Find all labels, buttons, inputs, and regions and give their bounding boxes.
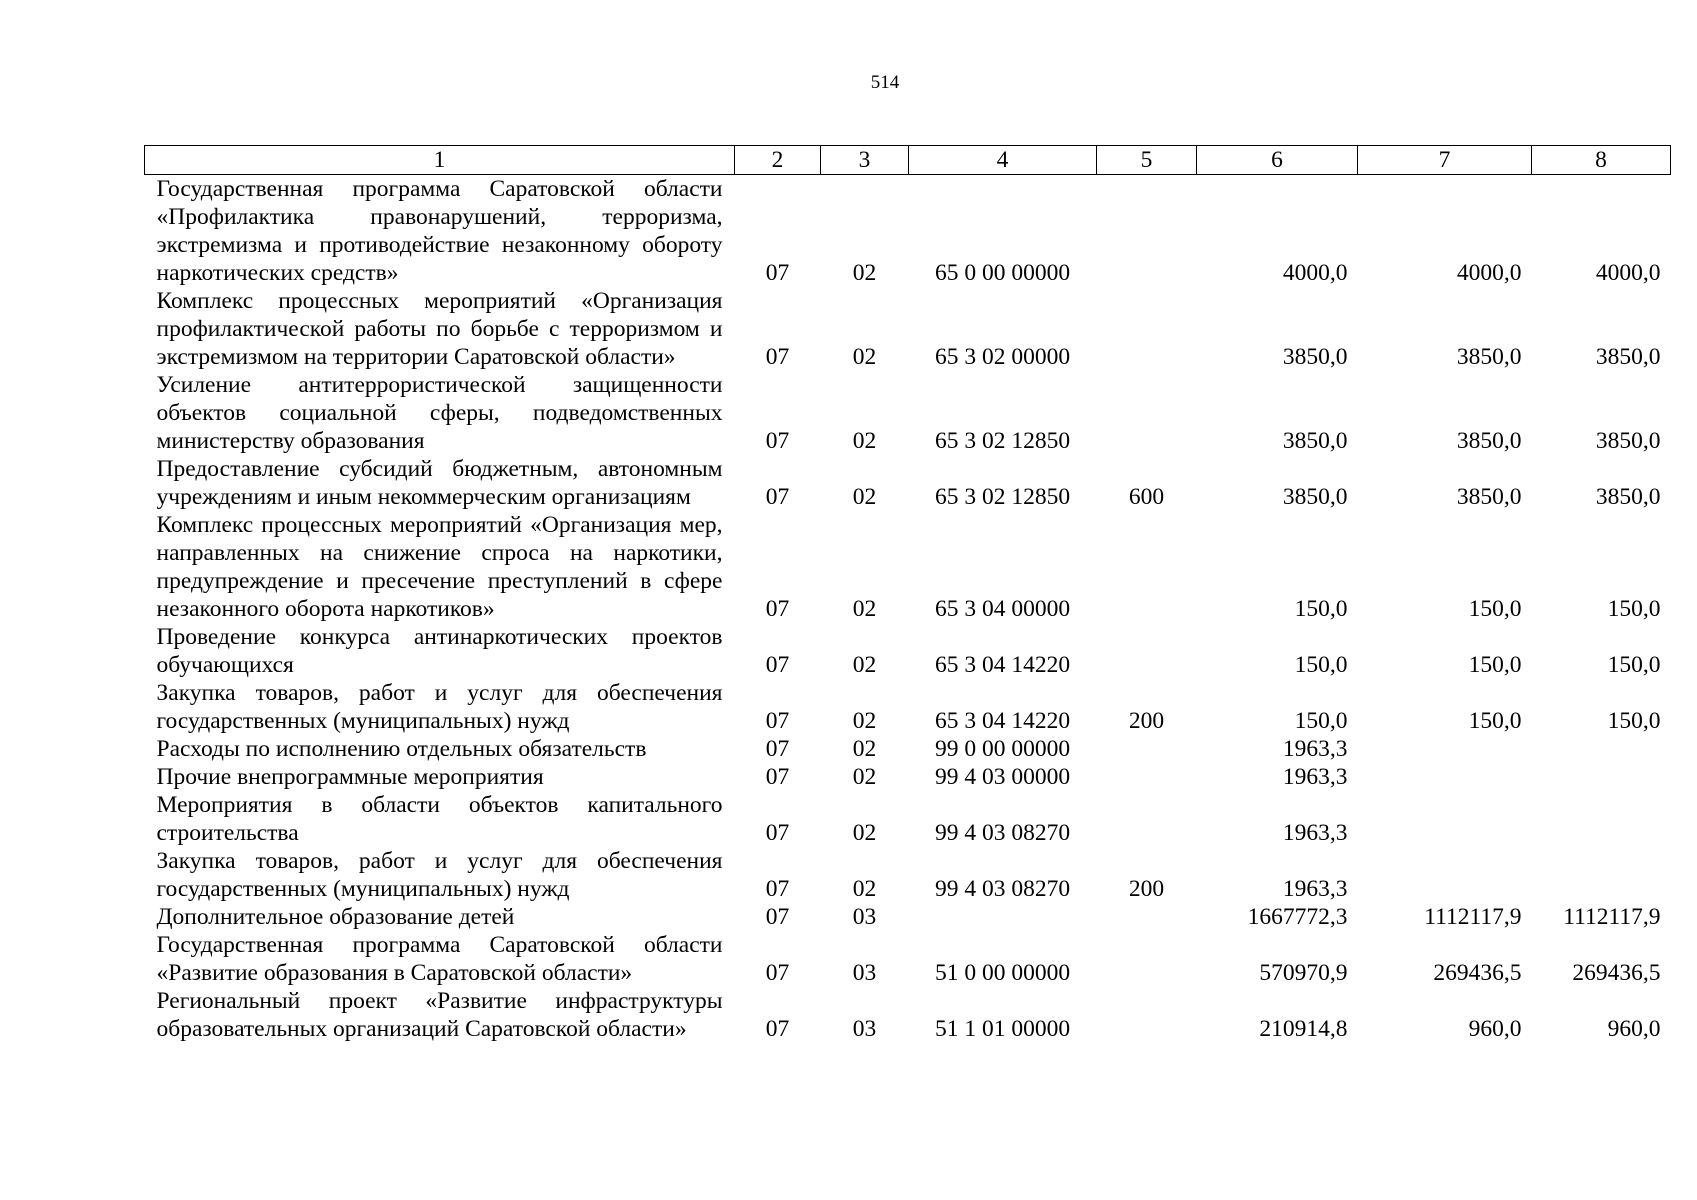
subsection-code: 02 xyxy=(852,820,877,846)
subsection-code: 02 xyxy=(852,736,877,762)
item-name: Мероприятия в области объектов капитального строительства xyxy=(156,792,723,846)
col-header-1: 1 xyxy=(145,146,735,175)
target-article-code: 99 0 00 00000 xyxy=(934,736,1071,762)
item-name: Проведение конкурса антинаркотических проектов обучающихся xyxy=(156,624,723,678)
section-code: 07 xyxy=(765,428,790,454)
target-article-code: 51 0 00 00000 xyxy=(934,960,1071,986)
item-name: Государственная программа Саратовской области «Профилактика правонарушений, терроризма, экстремизма и противодействие незаконному обороту наркотических средств» xyxy=(156,176,723,286)
amount-col-6: 210914,8 xyxy=(1259,1016,1348,1042)
table-row xyxy=(145,455,1671,511)
table-row xyxy=(145,903,1671,931)
expense-type-code xyxy=(1097,903,1197,931)
expense-type-code xyxy=(1097,623,1197,679)
amount-col-6: 150,0 xyxy=(1294,596,1348,622)
amount-col-7 xyxy=(1358,791,1532,847)
item-name: Комплекс процессных мероприятий «Организация профилактической работы по борьбе с терроризмом и экстремизмом на территории Саратовской области» xyxy=(156,288,723,370)
subsection-code: 02 xyxy=(852,428,877,454)
amount-col-8 xyxy=(1532,763,1671,791)
expense-type-code xyxy=(1097,931,1197,987)
target-article-code: 65 3 04 14220 xyxy=(934,708,1071,734)
subsection-code: 03 xyxy=(852,904,877,930)
amount-col-6: 1963,3 xyxy=(1282,736,1348,762)
expense-type-code: 200 xyxy=(1128,876,1165,902)
amount-col-7: 3850,0 xyxy=(1456,428,1522,454)
section-code: 07 xyxy=(765,960,790,986)
amount-col-6: 150,0 xyxy=(1294,652,1348,678)
target-article-code: 99 4 03 00000 xyxy=(934,764,1071,790)
section-code: 07 xyxy=(765,736,790,762)
section-code: 07 xyxy=(765,344,790,370)
subsection-code: 02 xyxy=(852,652,877,678)
subsection-code: 02 xyxy=(852,484,877,510)
amount-col-8: 4000,0 xyxy=(1595,260,1661,286)
table-row xyxy=(145,931,1671,987)
subsection-code: 02 xyxy=(852,596,877,622)
section-code: 07 xyxy=(765,708,790,734)
item-name: Предоставление субсидий бюджетным, автономным учреждениям и иным некоммерческим организациям xyxy=(156,456,723,510)
amount-col-8: 3850,0 xyxy=(1595,484,1661,510)
amount-col-7 xyxy=(1358,847,1532,903)
subsection-code: 02 xyxy=(852,260,877,286)
target-article-code: 51 1 01 00000 xyxy=(934,1016,1071,1042)
table-row xyxy=(145,791,1671,847)
expense-type-code xyxy=(1097,175,1197,288)
amount-col-8: 150,0 xyxy=(1607,596,1661,622)
table-row xyxy=(145,847,1671,903)
col-header-6: 6 xyxy=(1197,146,1358,175)
amount-col-6: 3850,0 xyxy=(1282,428,1348,454)
expense-type-code: 600 xyxy=(1128,484,1165,510)
section-code: 07 xyxy=(765,764,790,790)
amount-col-6: 1963,3 xyxy=(1282,764,1348,790)
table-row xyxy=(145,679,1671,735)
expense-type-code xyxy=(1097,511,1197,623)
amount-col-8: 3850,0 xyxy=(1595,344,1661,370)
item-name: Дополнительное образование детей xyxy=(156,904,515,930)
expense-type-code: 200 xyxy=(1128,708,1165,734)
item-name: Закупка товаров, работ и услуг для обеспечения государственных (муниципальных) нужд xyxy=(156,848,723,902)
amount-col-7: 150,0 xyxy=(1468,652,1522,678)
item-name: Усиление антитеррористической защищенности объектов социальной сферы, подведомственных министерству образования xyxy=(156,372,723,454)
table-row xyxy=(145,623,1671,679)
target-article-code: 65 3 02 12850 xyxy=(934,484,1071,510)
amount-col-8 xyxy=(1532,847,1671,903)
section-code: 07 xyxy=(765,652,790,678)
amount-col-7 xyxy=(1358,763,1532,791)
table-row xyxy=(145,763,1671,791)
table-row xyxy=(145,987,1671,1043)
target-article-code: 65 0 00 00000 xyxy=(934,260,1071,286)
item-name: Закупка товаров, работ и услуг для обеспечения государственных (муниципальных) нужд xyxy=(156,680,723,734)
target-article-code: 99 4 03 08270 xyxy=(934,876,1071,902)
amount-col-6: 3850,0 xyxy=(1282,484,1348,510)
budget-table xyxy=(144,145,1671,1043)
amount-col-8 xyxy=(1532,791,1671,847)
amount-col-8: 269436,5 xyxy=(1572,960,1661,986)
page-number: 514 xyxy=(870,72,900,93)
col-header-3: 3 xyxy=(821,146,909,175)
expense-type-code xyxy=(1097,987,1197,1043)
expense-type-code xyxy=(1097,371,1197,455)
amount-col-7 xyxy=(1358,735,1532,763)
section-code: 07 xyxy=(765,820,790,846)
col-header-5: 5 xyxy=(1097,146,1197,175)
col-header-2: 2 xyxy=(735,146,821,175)
target-article-code: 65 3 04 00000 xyxy=(934,596,1071,622)
subsection-code: 02 xyxy=(852,876,877,902)
col-header-8: 8 xyxy=(1532,146,1671,175)
target-article-code: 65 3 02 12850 xyxy=(934,428,1071,454)
amount-col-6: 570970,9 xyxy=(1259,960,1348,986)
amount-col-6: 1667772,3 xyxy=(1247,904,1348,930)
amount-col-8: 150,0 xyxy=(1607,652,1661,678)
section-code: 07 xyxy=(765,484,790,510)
section-code: 07 xyxy=(765,260,790,286)
item-name: Региональный проект «Развитие инфраструктуры образовательных организаций Саратовской области» xyxy=(156,988,723,1042)
item-name: Комплекс процессных мероприятий «Организация мер, направленных на снижение спроса на наркотики, предупреждение и пресечение преступлений в сфере незаконного оборота наркотиков» xyxy=(156,512,723,622)
amount-col-8: 3850,0 xyxy=(1595,428,1661,454)
amount-col-8 xyxy=(1532,735,1671,763)
amount-col-7: 150,0 xyxy=(1468,596,1522,622)
amount-col-7: 4000,0 xyxy=(1456,260,1522,286)
subsection-code: 03 xyxy=(852,960,877,986)
amount-col-7: 1112117,9 xyxy=(1424,904,1522,930)
section-code: 07 xyxy=(765,876,790,902)
section-code: 07 xyxy=(765,1016,790,1042)
amount-col-6: 3850,0 xyxy=(1282,344,1348,370)
target-article-code: 65 3 02 00000 xyxy=(934,344,1071,370)
table-row xyxy=(145,175,1671,288)
col-header-4: 4 xyxy=(909,146,1097,175)
expense-type-code xyxy=(1097,287,1197,371)
expense-type-code xyxy=(1097,791,1197,847)
target-article-code xyxy=(909,903,1097,931)
amount-col-7: 960,0 xyxy=(1468,1016,1522,1042)
amount-col-7: 150,0 xyxy=(1468,708,1522,734)
target-article-code: 65 3 04 14220 xyxy=(934,652,1071,678)
subsection-code: 02 xyxy=(852,344,877,370)
expense-type-code xyxy=(1097,763,1197,791)
expense-type-code xyxy=(1097,735,1197,763)
item-name: Прочие внепрограммные мероприятия xyxy=(156,764,544,790)
section-code: 07 xyxy=(765,904,790,930)
amount-col-8: 150,0 xyxy=(1607,708,1661,734)
table-row xyxy=(145,371,1671,455)
amount-col-7: 3850,0 xyxy=(1456,344,1522,370)
table-body xyxy=(145,175,1671,1044)
amount-col-6: 150,0 xyxy=(1294,708,1348,734)
amount-col-7: 269436,5 xyxy=(1433,960,1522,986)
table-row xyxy=(145,511,1671,623)
table-row xyxy=(145,735,1671,763)
amount-col-6: 1963,3 xyxy=(1282,820,1348,846)
target-article-code: 99 4 03 08270 xyxy=(934,820,1071,846)
subsection-code: 02 xyxy=(852,764,877,790)
subsection-code: 03 xyxy=(852,1016,877,1042)
subsection-code: 02 xyxy=(852,708,877,734)
item-name: Расходы по исполнению отдельных обязательств xyxy=(156,736,647,762)
section-code: 07 xyxy=(765,596,790,622)
column-number-row xyxy=(145,146,1671,175)
amount-col-8: 1112117,9 xyxy=(1563,904,1661,930)
amount-col-7: 3850,0 xyxy=(1456,484,1522,510)
col-header-7: 7 xyxy=(1358,146,1532,175)
table-row xyxy=(145,287,1671,371)
amount-col-8: 960,0 xyxy=(1607,1016,1661,1042)
item-name: Государственная программа Саратовской области «Развитие образования в Саратовской области» xyxy=(156,932,723,986)
amount-col-6: 1963,3 xyxy=(1282,876,1348,902)
amount-col-6: 4000,0 xyxy=(1282,260,1348,286)
